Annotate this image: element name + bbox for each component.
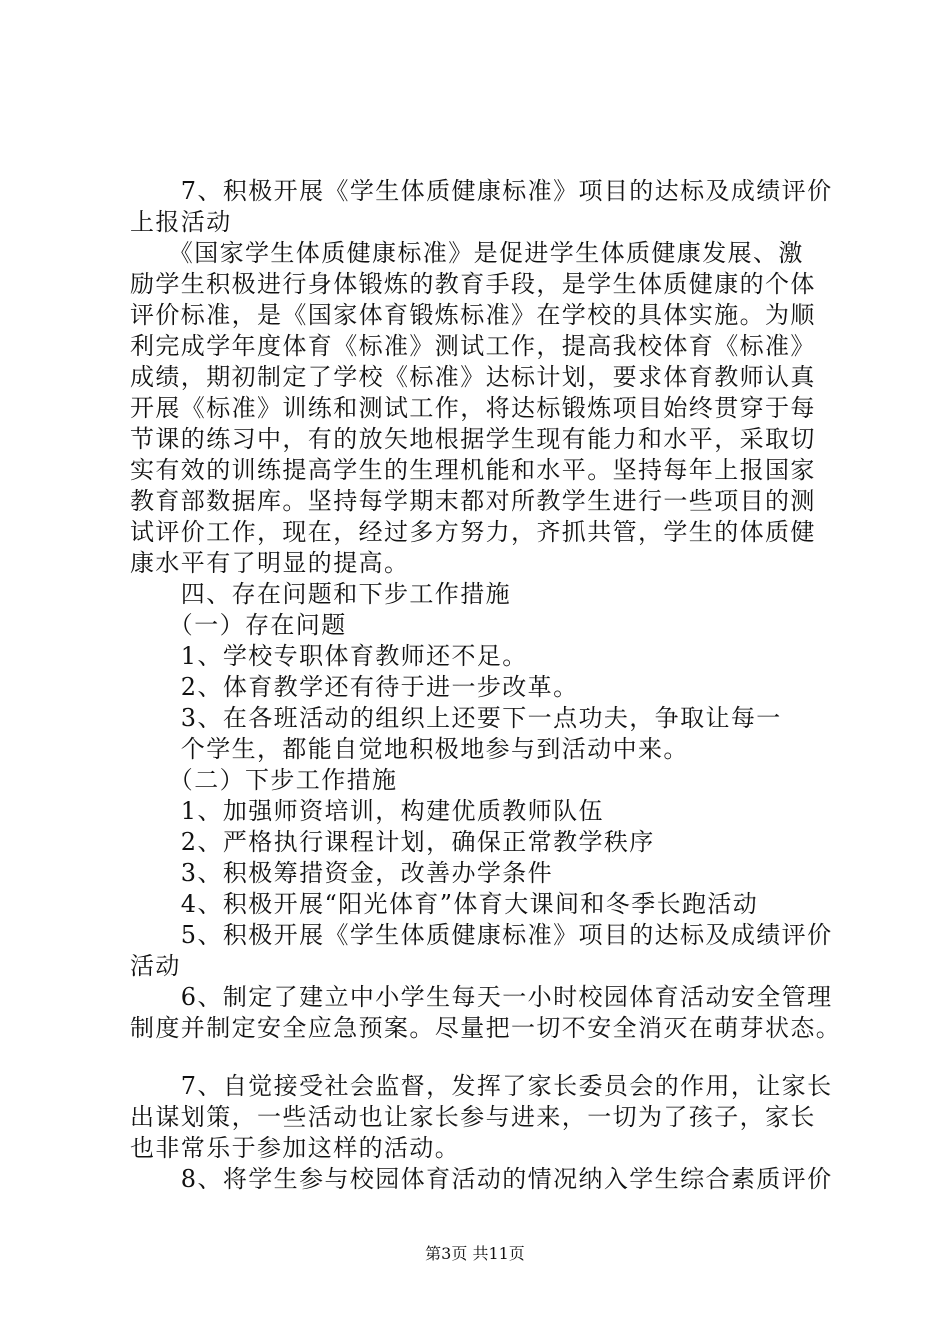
paragraph-line: 节课的练习中，有的放矢地根据学生现有能力和水平，采取切: [130, 425, 816, 453]
paragraph-line: 《国家学生体质健康标准》是促进学生体质健康发展、激: [130, 239, 804, 267]
subsection-heading: （一）存在问题: [130, 611, 347, 639]
list-item: 也非常乐于参加这样的活动。: [130, 1134, 461, 1162]
page-number-footer: 第3页 共11页: [425, 1244, 525, 1263]
paragraph-line: 实有效的训练提高学生的生理机能和水平。坚持每年上报国家: [130, 456, 816, 484]
paragraph-line: 利完成学年度体育《标准》测试工作，提高我校体育《标准》: [130, 332, 816, 360]
list-item: 个学生，都能自觉地积极地参与到活动中来。: [130, 735, 689, 763]
paragraph-line: 评价标准，是《国家体育锻炼标准》在学校的具体实施。为顺: [130, 301, 816, 329]
list-item: 2、体育教学还有待于进一步改革。: [130, 673, 579, 701]
list-item: 5、积极开展《学生体质健康标准》项目的达标及成绩评价: [130, 921, 833, 949]
list-item: 1、加强师资培训，构建优质教师队伍: [130, 797, 604, 825]
subsection-heading: （二）下步工作措施: [130, 766, 398, 794]
list-item: 3、积极筹措资金，改善办学条件: [130, 859, 554, 887]
paragraph-line: 开展《标准》训练和测试工作，将达标锻炼项目始终贯穿于每: [130, 394, 816, 422]
paragraph-line: 教育部数据库。坚持每学期末都对所教学生进行一些项目的测: [130, 487, 816, 515]
paragraph-line: 康水平有了明显的提高。: [130, 549, 410, 577]
list-item: 8、将学生参与校园体育活动的情况纳入学生综合素质评价: [130, 1165, 833, 1193]
paragraph-line: 7、积极开展《学生体质健康标准》项目的达标及成绩评价: [130, 177, 833, 205]
paragraph-line: 上报活动: [130, 208, 232, 236]
paragraph-line: 励学生积极进行身体锻炼的教育手段，是学生体质健康的个体: [130, 270, 816, 298]
paragraph-line: 成绩，期初制定了学校《标准》达标计划，要求体育教师认真: [130, 363, 816, 391]
list-item: 1、学校专职体育教师还不足。: [130, 642, 528, 670]
section-heading: 四、存在问题和下步工作措施: [130, 580, 511, 608]
list-item: 4、积极开展“阳光体育”体育大课间和冬季长跑活动: [130, 890, 759, 918]
list-item: 制度并制定安全应急预案。尽量把一切不安全消灭在萌芽状态。: [130, 1014, 842, 1042]
list-item: 出谋划策，一些活动也让家长参与进来，一切为了孩子，家长: [130, 1103, 816, 1131]
list-item: 3、在各班活动的组织上还要下一点功夫，争取让每一: [130, 704, 782, 732]
list-item: 活动: [130, 952, 181, 980]
paragraph-line: 试评价工作，现在，经过多方努力，齐抓共管，学生的体质健: [130, 518, 816, 546]
list-item: 2、严格执行课程计划，确保正常教学秩序: [130, 828, 655, 856]
list-item: 7、自觉接受社会监督，发挥了家长委员会的作用，让家长: [130, 1072, 833, 1100]
list-item: 6、制定了建立中小学生每天一小时校园体育活动安全管理: [130, 983, 833, 1011]
